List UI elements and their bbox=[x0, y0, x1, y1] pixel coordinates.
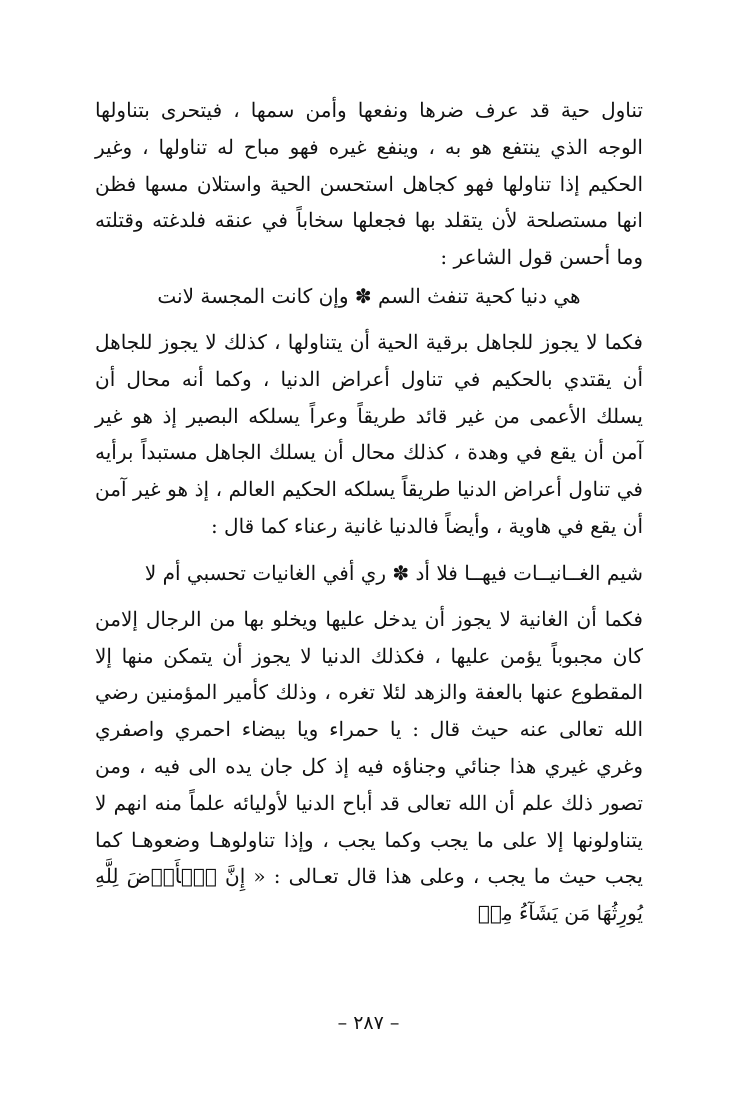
verse-1: هي دنيا كحية تنفث السم ✽ وإن كانت المجسة لانت bbox=[157, 283, 581, 308]
paragraph-2: فكما لا يجوز للجاهل برقية الحية أن يتناولها ، كذلك لا يجوز للجاهل أن يقتدي بالحكيم في تناول أعراض الدنيا ، وكما أنه محال أن يسلك الأعمى من غير قائد طريقاً وعراً يسلكه البصير إذ هو غير آمن أن يقع في وهدة ، كذلك محال أن يسلك الجاهل مستبداً برأيه في تناول أعراض الدنيا طريقاً يسلكه الحكيم العالم ، إذ هو غير آمن أن يقع في هاوية ، وأيضاً فالدنيا غانية رعناء كما قال : bbox=[95, 329, 643, 538]
verse-2: شيم الغــانيــات فيهــا فلا أد ✽ ري أفي الغانيات تحسبي أم لا bbox=[144, 560, 643, 585]
paragraph-3: فكما أن الغانية لا يجوز أن يدخل عليها ويخلو بها من الرجال إلامن كان مجبوباً يؤمن عليها ، فكذلك الدنيا لا يجوز أن يتمكن منها إلا المقطوع عنها بالعفة والزهد لئلا تغره ، وذلك كأمير المؤمنين رضي الله تعالى عنه حيث قال : يا حمراء ويا بيضاء احمري واصفري وغري غيري هذا جنائي وجناؤه فيه إذ كل جان يده الى فيه ، ومن تصور ذلك علم أن الله تعالى قد أباح الدنيا لأوليائه علماً منه انهم لا يتناولونها إلا على ما يجب وكما يجب ، وإذا تناولوهـا وضعوهـا كما يجب حيث ما يجب ، وعلى هذا قال تعـالى : « إِنَّ ٱلۡأَرۡضَ لِلَّهِ يُورِثُهَا مَن يَشَآءُ مِنۡ bbox=[95, 606, 643, 926]
document-body bbox=[95, 92, 643, 932]
page-number: – ٢٨٧ – bbox=[337, 1012, 400, 1034]
paragraph-1: تناول حية قد عرف ضرها ونفعها وأمن سمها ، فيتحرى بتناولها الوجه الذي ينتفع هو به ، وينفع غيره فهو مباح له تناولها ، وغير الحكيم إذا تناولها فهو كجاهل استحسن الحية واستلان مسها فظن انها مستصلحة لأن يتقلد بها فجعلها سخاباً في عنقه فلدغته وقتلته وما أحسن قول الشاعر : bbox=[95, 98, 643, 270]
